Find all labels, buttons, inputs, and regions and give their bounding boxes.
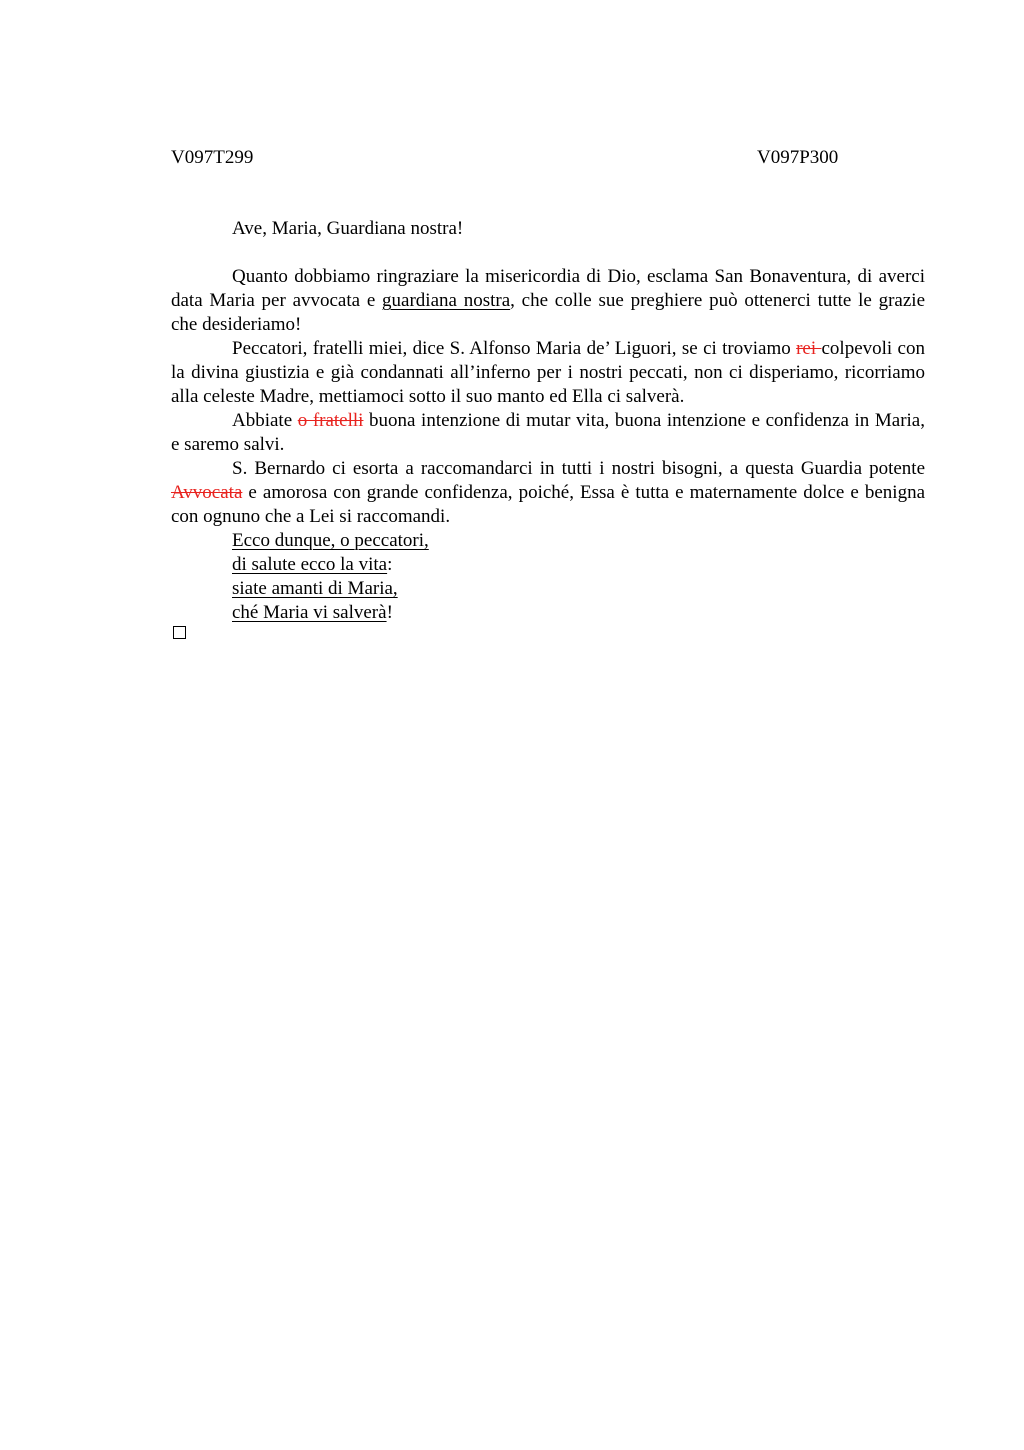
- verse-line-4-punct: !: [386, 602, 393, 623]
- document-body: [171, 217, 925, 625]
- verse-line-1: [232, 529, 925, 553]
- paragraph-3-text-b: buona intenzione di mutar vita, buona intenzione e confidenza in Maria, e saremo salvi.: [171, 410, 925, 455]
- verse-block: [171, 529, 925, 625]
- deleted-text: Avvocata: [171, 482, 243, 503]
- verse-line-4: [232, 601, 925, 625]
- title-line: Ave, Maria, Guardiana nostra!: [232, 218, 464, 239]
- paragraph-2-text-a: Peccatori, fratelli miei, dice S. Alfonso Maria de’ Liguori, se ci troviamo: [232, 338, 797, 359]
- paragraph-3: [171, 409, 925, 457]
- verse-line-2-punct: :: [387, 554, 393, 575]
- paragraph-1-text-a: Quanto dobbiamo ringraziare la misericordia di Dio, esclama San Bonaventura, di averci data Maria per avvocata e: [171, 266, 925, 311]
- verse-line-3: [232, 577, 925, 601]
- checkbox-square-icon: [173, 626, 186, 639]
- paragraph-4: [171, 457, 925, 529]
- paragraph-4-text-a: S. Bernardo ci esorta a raccomandarci in tutti i nostri bisogni, a questa Guardia potente: [232, 458, 925, 479]
- paragraph-2-text-b: colpevoli con la divina giustizia e già condannati all’inferno per i nostri peccati, non ci disperiamo, ricorriamo alla celeste Madre, mettiamoci sotto il suo manto ed Ella ci salverà.: [171, 338, 925, 407]
- verse-line-4-text: ché Maria vi salverà: [232, 602, 387, 623]
- paragraph-1-text-b: , che colle sue preghiere può ottenerci tutte le grazie che desideriamo!: [171, 290, 925, 335]
- verse-line-2-text: di salute ecco la vita: [232, 554, 388, 575]
- paragraph-3-text-a: Abbiate: [232, 410, 298, 431]
- deleted-text: o fratelli: [297, 410, 364, 431]
- verse-line-2: [232, 553, 925, 577]
- deleted-text: rei: [796, 338, 822, 359]
- underlined-phrase: guardiana nostra: [382, 290, 511, 311]
- verse-line-3-text: siate amanti di Maria,: [232, 578, 398, 599]
- verse-line-1-text: Ecco dunque, o peccatori,: [232, 530, 429, 551]
- header-right-code: V097P300: [757, 147, 839, 168]
- paragraph-1: [171, 265, 925, 337]
- paragraph-2: [171, 337, 925, 409]
- header-left-code: V097T299: [171, 147, 254, 168]
- paragraph-4-text-b: e amorosa con grande confidenza, poiché, Essa è tutta e maternamente dolce e benigna con ognuno che a Lei si raccomandi.: [171, 482, 925, 527]
